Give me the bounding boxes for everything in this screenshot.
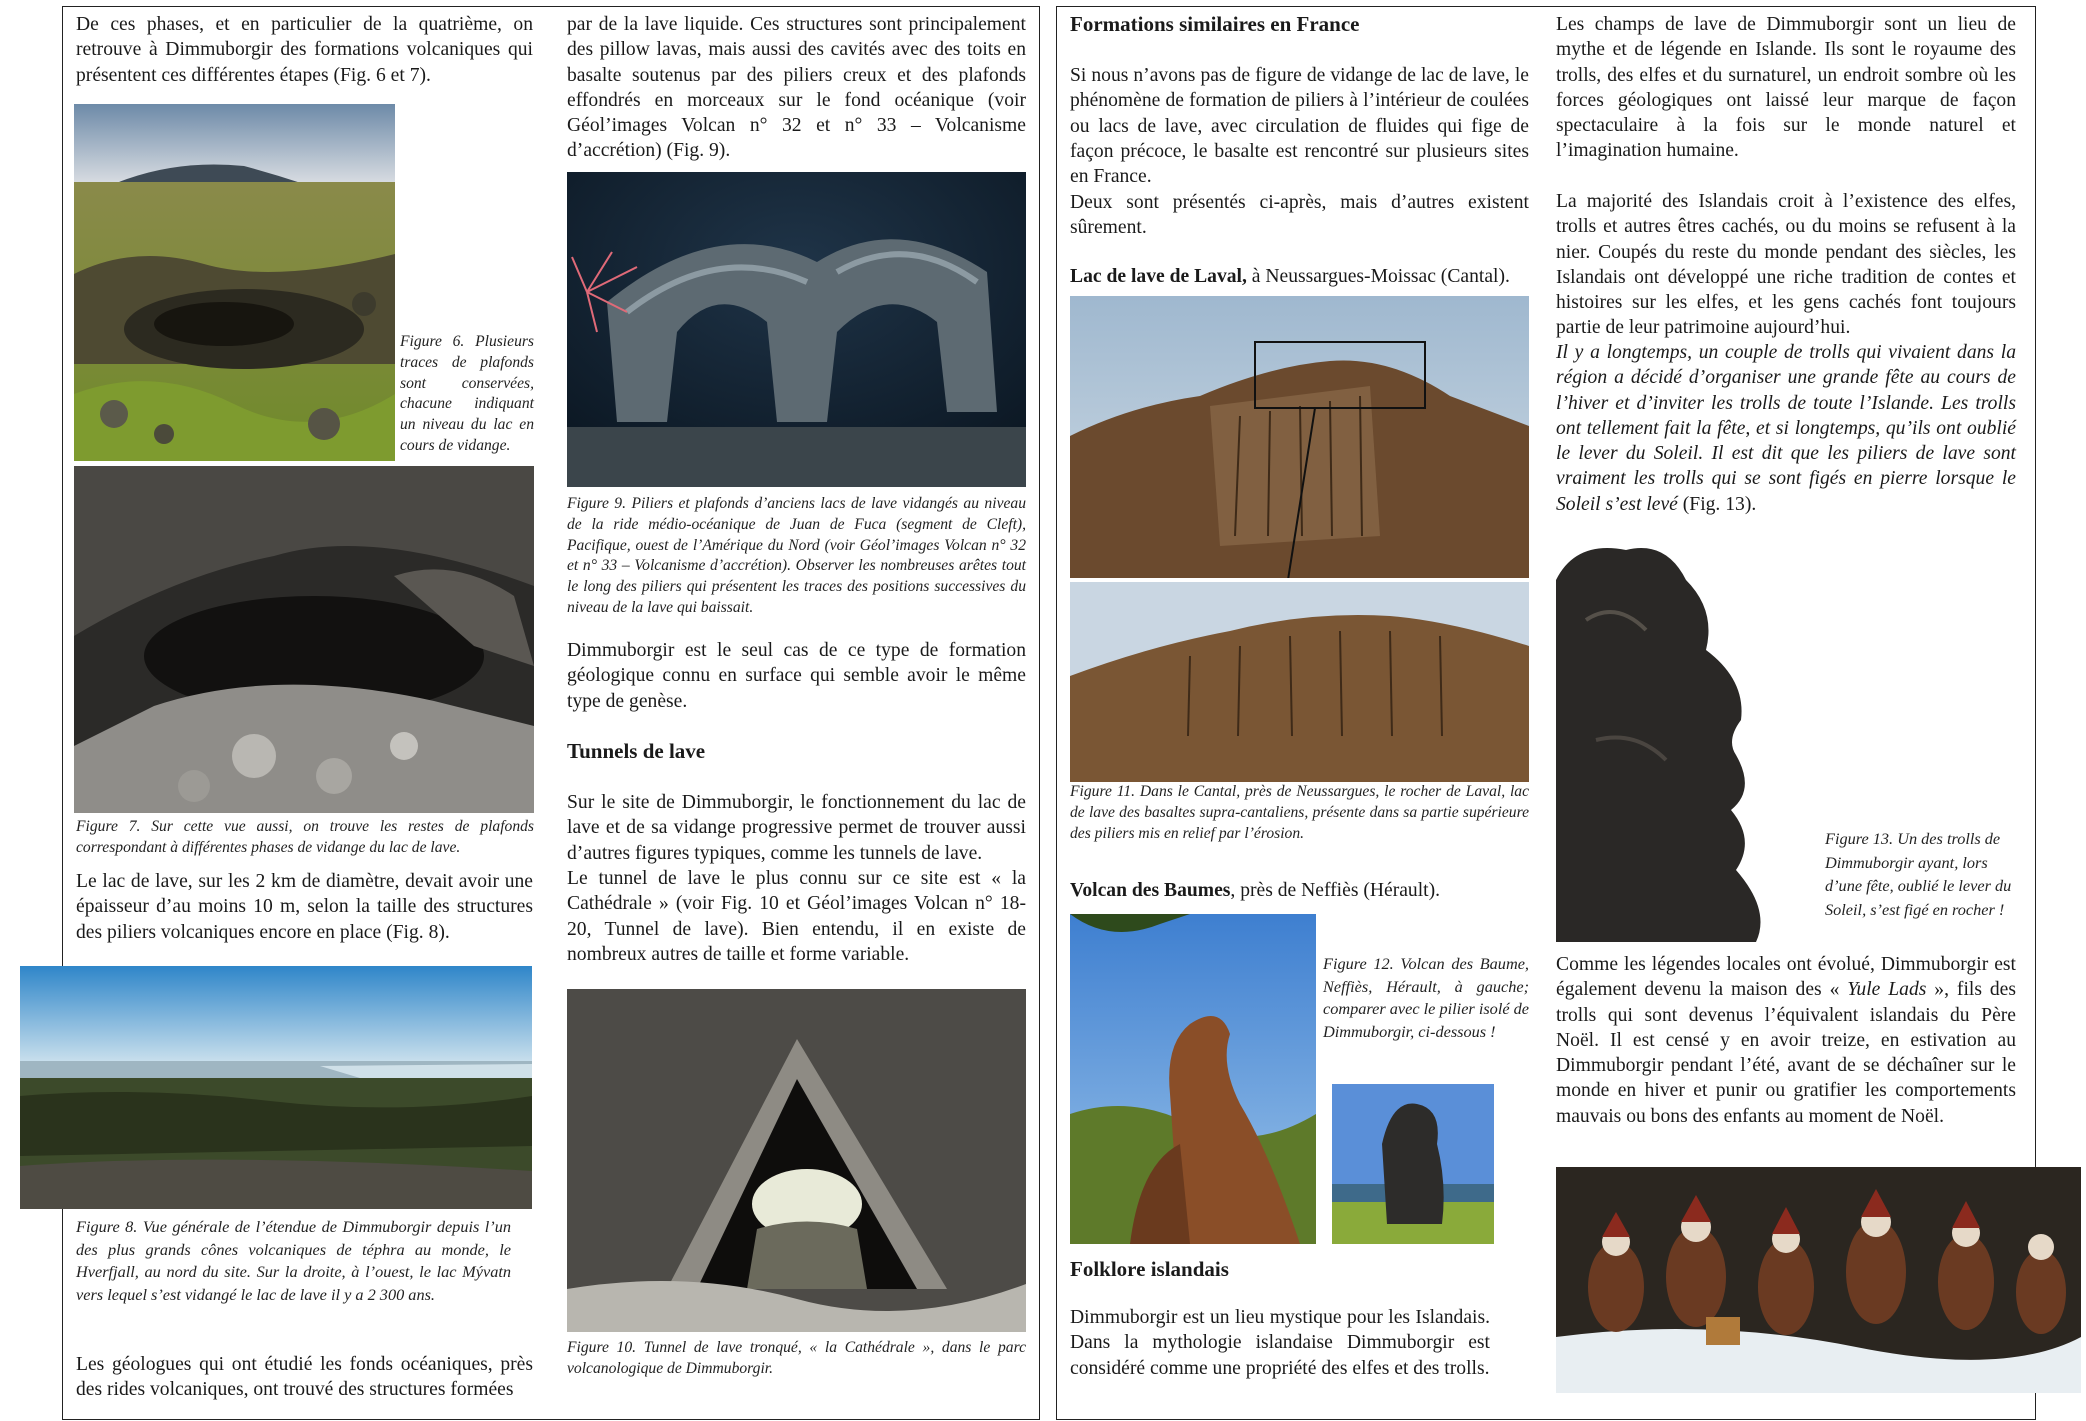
baumes-subheading (1070, 880, 1540, 902)
legend-text: Il y a longtemps, un couple de trolls qui vivaient dans la région a décidé d’organiser une grande fête au cours de l’hiver et d’inviter les trolls de toute l’Islande. Les trolls ont tellement fait la fête, et si longtemps, qu’ils ont oublié le lever du Soleil. Il est dit que les piliers de lave sont vraiment les trolls qui se sont figés en pierre lorsque le Soleil s’est levé (1556, 342, 2016, 515)
figure-12-photo-dimmuborgir-pillar (1332, 1084, 1494, 1244)
baumes-name: Volcan des Baumes (1070, 880, 1231, 901)
pillow-paragraph: par de la lave liquide. Ces structures sont principalement des pillow lavas, mais aussi des cavités avec des toits en basalte soutenus par des piliers creux et des plafonds effondrés en morceaux sur le fond océanique (voir Géol’images Volcan n° 32 et n° 33 – Volcanisme d’accrétion) (Fig. 9). (567, 14, 1026, 162)
unique-paragraph: Dimmuborgir est le seul cas de ce type de formation géologique connu en surface qui semble avoir le même type de genèse. (567, 640, 1026, 712)
figure-10-caption: Figure 10. Tunnel de lave tronqué, « la Cathédrale », dans le parc volcanologique de Dimmuborgir. (567, 1339, 1026, 1377)
figure-7-caption: Figure 7. Sur cette vue aussi, on trouve les restes de plafonds correspondant à différentes phases de vidange du lac de lave. (76, 818, 534, 856)
baumes-location: , près de Neffiès (Hérault). (1230, 880, 1441, 901)
figure-8-photo (20, 966, 532, 1209)
myth-paragraph: Les champs de lave de Dimmuborgir sont un lieu de mythe et de légende en Islande. Ils sont le royaume des trolls, des elfes et du surnaturel, un endroit sombre où les forces géologiques ont laissé leur marque de façon spectaculaire à la fois sur le monde naturel et l’imagination humaine. (1556, 14, 2016, 162)
tunnels-paragraph-1: Sur le site de Dimmuborgir, le fonctionnement du lac de lave et de sa vidange progressive permet de trouver aussi d’autres figures typiques, comme les tunnels de lave. (567, 792, 1026, 864)
figure-7-photo (74, 466, 534, 813)
elves-paragraph: La majorité des Islandais croit à l’existence des elfes, trolls et autres êtres cachés, ou du moins se refusent à la nier. Coupés du reste du monde pendant des siècles, les Islandais ont développé une riche tradition de contes et histoires sur les elfes, et les gens cachés font toujours partie de leur patrimoine aujourd’hui. (1556, 191, 2016, 339)
lake-paragraph: Le lac de lave, sur les 2 km de diamètre, devait avoir une épaisseur d’au moins 10 m, selon la taille des structures des piliers volcaniques encore en place (Fig. 8). (76, 871, 533, 943)
folklore-heading: Folklore islandais (1070, 1257, 1229, 1281)
tunnels-heading: Tunnels de lave (567, 739, 706, 763)
yule-text-c: », fils des trolls qui sont devenus l’équivalent islandais du Père Noël. Il est censé y en avoir treize, en estivation au Dimmuborgir pendant l’été, avant de se déchaîner sur le monde en hiver et punir ou gratifier les comportements mauvais ou bons des enfants au moment de Noël. (1556, 979, 2016, 1127)
yule-text-a: Comme les légendes locales ont évolué, Dimmuborgir est également devenu la maison des « (1556, 954, 2016, 1001)
figure-13-caption: Figure 13. Un des trolls de Dimmuborgir ayant, lors d’une fête, oublié le lever du Soleil, s’est figé en rocher ! (1825, 829, 2012, 919)
figure-13-photo (1556, 540, 1828, 942)
figure-12-caption: Figure 12. Volcan des Baume, Neffiès, Hérault, à gauche; comparer avec le pilier isolé de Dimmuborgir, ci-dessous ! (1323, 954, 1530, 1041)
legend-figure-ref: (Fig. 13). (1677, 493, 1757, 515)
laval-name: Lac de lave de Laval, (1070, 266, 1247, 287)
tunnels-paragraph-2: Le tunnel de lave le plus connu sur ce site est « la Cathédrale » (voir Fig. 10 et Géol’images Volcan n° 18-20, Tunnel de lave). Bien entendu, il en existe de nombreux autres de taille et forme variable. (567, 868, 1026, 965)
laval-subheading (1070, 266, 1540, 288)
legend-paragraph (1556, 340, 2016, 517)
france-paragraph-1: Si nous n’avons pas de figure de vidange de lac de lave, le phénomène de formation de piliers à l’intérieur de coulées ou lacs de lave, avec circulation de fluides qui fige de façon précoce, le basalte est rencontré sur plusieurs sites en France. (1070, 65, 1529, 188)
figure-11-photo (1070, 296, 1529, 782)
folklore-paragraph: Dimmuborgir est un lieu mystique pour les Islandais. Dans la mythologie islandaise Dimmuborgir est considéré comme une propriété des elfes et des trolls. (1070, 1307, 1490, 1379)
figure-12-photo-baumes (1070, 914, 1316, 1244)
geologists-paragraph: Les géologues qui ont étudié les fonds océaniques, près des rides volcaniques, ont trouvé des structures formées (76, 1354, 533, 1401)
figure-8-caption: Figure 8. Vue générale de l’étendue de Dimmuborgir depuis l’un des plus grands cônes volcaniques de téphra au monde, le Hverfjall, au nord du site. Sur la droite, à l’ouest, le lac Mývatn vers lequel s’est vidangé le lac de lave il y a 2 300 ans. (76, 1217, 511, 1304)
figure-9-photo (567, 172, 1026, 487)
figure-10-photo (567, 989, 1026, 1332)
figure-6-photo (74, 104, 395, 461)
france-heading: Formations similaires en France (1070, 12, 1360, 36)
figure-9-caption: Figure 9. Piliers et plafonds d’anciens lacs de lave vidangés au niveau de la ride médio-océanique de Juan de Fuca (segment de Cleft), Pacifique, ouest de l’Amérique du Nord (voir Géol’images Volcan n° 32 et n° 33 – Volcanisme d’accrétion). Observer les nombreuses arêtes tout le long des piliers qui présentent les traces des positions successives du niveau de la lave qui baissait. (567, 495, 1026, 616)
france-paragraph-2: Deux sont présentés ci-après, mais d’autres existent sûrement. (1070, 192, 1529, 239)
yule-lads-paragraph (1556, 952, 2016, 1129)
intro-paragraph: De ces phases, et en particulier de la quatrième, on retrouve à Dimmuborgir des formations volcaniques qui présentent ces différentes étapes (Fig. 6 et 7). (76, 14, 533, 86)
figure-11-caption: Figure 11. Dans le Cantal, près de Neussargues, le rocher de Laval, lac de lave des basaltes supra-cantaliens, présente dans sa partie supérieure des piliers mis en relief par l’érosion. (1070, 783, 1529, 842)
yule-lads-photo (1556, 1167, 2081, 1393)
yule-lads-term: Yule Lads (1847, 979, 1927, 1001)
figure-6-caption: Figure 6. Plusieurs traces de plafonds sont conservées, chacune indiquant un niveau du lac en cours de vidange. (400, 333, 534, 454)
laval-location: à Neussargues-Moissac (Cantal). (1246, 266, 1510, 287)
